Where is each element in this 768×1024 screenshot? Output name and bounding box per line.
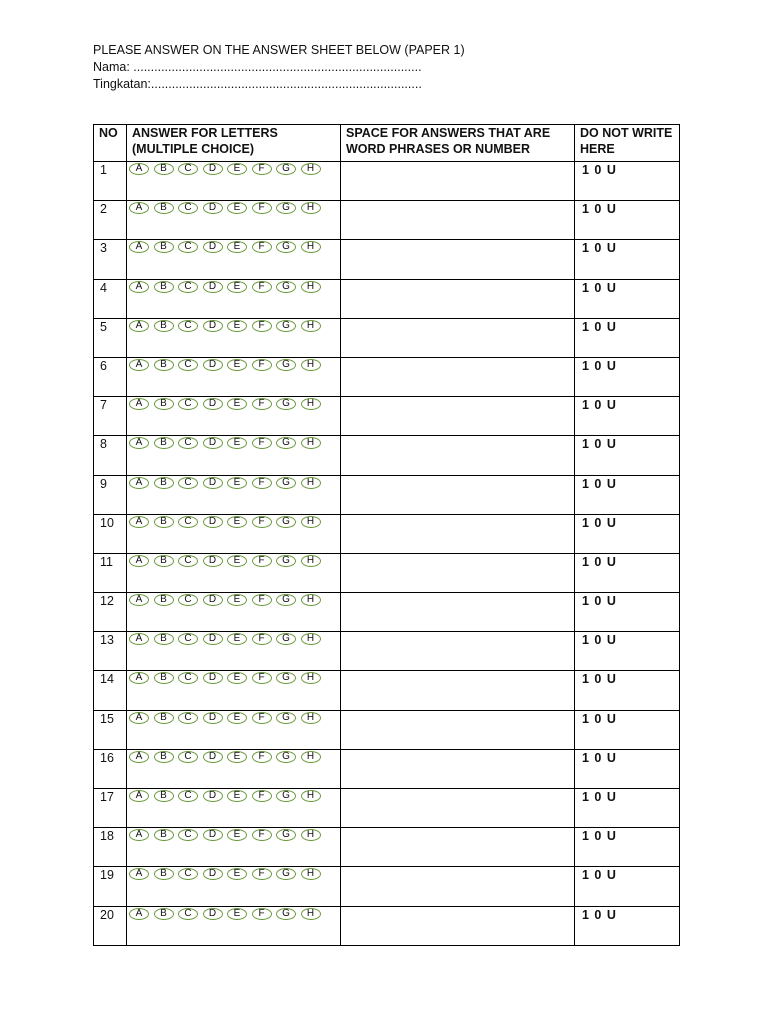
choice-bubble-f[interactable]: F bbox=[252, 908, 272, 920]
marking-code: 1 0 U bbox=[575, 436, 680, 475]
choice-bubble-g[interactable]: G bbox=[276, 437, 296, 449]
choice-bubble-h[interactable]: H bbox=[301, 398, 321, 410]
choice-bubble-b[interactable]: B bbox=[154, 829, 174, 841]
choice-bubble-e[interactable]: E bbox=[227, 516, 247, 528]
marking-code: 1 0 U bbox=[575, 867, 680, 906]
choice-bubble-e[interactable]: E bbox=[227, 908, 247, 920]
written-answer-cell[interactable] bbox=[341, 789, 575, 828]
choice-bubble-c[interactable]: C bbox=[178, 477, 198, 489]
choice-bubble-h[interactable]: H bbox=[301, 281, 321, 293]
written-answer-cell[interactable] bbox=[341, 749, 575, 788]
written-answer-cell[interactable] bbox=[341, 828, 575, 867]
choice-bubble-d[interactable]: D bbox=[203, 829, 223, 841]
choice-bubble-f[interactable]: F bbox=[252, 437, 272, 449]
choice-bubble-group bbox=[127, 750, 340, 763]
choice-bubble-a[interactable]: A bbox=[129, 555, 149, 567]
table-row bbox=[94, 397, 680, 436]
written-answer-cell[interactable] bbox=[341, 475, 575, 514]
choice-bubble-a[interactable]: A bbox=[129, 516, 149, 528]
choice-bubble-a[interactable]: A bbox=[129, 751, 149, 763]
nama-field[interactable]: Nama: ................................................................................... bbox=[93, 60, 422, 74]
choice-bubble-h[interactable]: H bbox=[301, 751, 321, 763]
sheet-header bbox=[93, 42, 465, 93]
choice-bubble-d[interactable]: D bbox=[203, 672, 223, 684]
choice-bubble-e[interactable]: E bbox=[227, 712, 247, 724]
choice-bubble-group bbox=[127, 907, 340, 920]
written-answer-cell[interactable] bbox=[341, 240, 575, 279]
choice-bubble-f[interactable]: F bbox=[252, 712, 272, 724]
choice-bubble-g[interactable]: G bbox=[276, 281, 296, 293]
multiple-choice-cell bbox=[127, 906, 341, 945]
choice-bubble-d[interactable]: D bbox=[203, 908, 223, 920]
question-number: 10 bbox=[94, 514, 127, 553]
choice-bubble-g[interactable]: G bbox=[276, 359, 296, 371]
choice-bubble-g[interactable]: G bbox=[276, 555, 296, 567]
choice-bubble-h[interactable]: H bbox=[301, 633, 321, 645]
written-answer-cell[interactable] bbox=[341, 906, 575, 945]
choice-bubble-f[interactable]: F bbox=[252, 790, 272, 802]
choice-bubble-h[interactable]: H bbox=[301, 712, 321, 724]
choice-bubble-h[interactable]: H bbox=[301, 908, 321, 920]
question-number: 2 bbox=[94, 201, 127, 240]
choice-bubble-a[interactable]: A bbox=[129, 202, 149, 214]
choice-bubble-c[interactable]: C bbox=[178, 281, 198, 293]
choice-bubble-a[interactable]: A bbox=[129, 281, 149, 293]
question-number: 17 bbox=[94, 789, 127, 828]
choice-bubble-g[interactable]: G bbox=[276, 868, 296, 880]
answer-table bbox=[93, 124, 680, 946]
multiple-choice-cell bbox=[127, 789, 341, 828]
choice-bubble-e[interactable]: E bbox=[227, 751, 247, 763]
choice-bubble-h[interactable]: H bbox=[301, 320, 321, 332]
written-answer-cell[interactable] bbox=[341, 867, 575, 906]
table-row bbox=[94, 514, 680, 553]
choice-bubble-e[interactable]: E bbox=[227, 672, 247, 684]
choice-bubble-d[interactable]: D bbox=[203, 555, 223, 567]
choice-bubble-a[interactable]: A bbox=[129, 790, 149, 802]
table-row bbox=[94, 671, 680, 710]
choice-bubble-b[interactable]: B bbox=[154, 712, 174, 724]
choice-bubble-h[interactable]: H bbox=[301, 163, 321, 175]
choice-bubble-b[interactable]: B bbox=[154, 594, 174, 606]
choice-bubble-d[interactable]: D bbox=[203, 868, 223, 880]
choice-bubble-group bbox=[127, 632, 340, 645]
written-answer-cell[interactable] bbox=[341, 397, 575, 436]
choice-bubble-group bbox=[127, 789, 340, 802]
question-number: 19 bbox=[94, 867, 127, 906]
written-answer-cell[interactable] bbox=[341, 436, 575, 475]
written-answer-cell[interactable] bbox=[341, 514, 575, 553]
choice-bubble-g[interactable]: G bbox=[276, 672, 296, 684]
tingkatan-field[interactable]: Tingkatan:.............................................................................. bbox=[93, 77, 422, 91]
question-number: 11 bbox=[94, 553, 127, 592]
written-answer-cell[interactable] bbox=[341, 279, 575, 318]
multiple-choice-cell bbox=[127, 710, 341, 749]
choice-bubble-group bbox=[127, 201, 340, 214]
choice-bubble-f[interactable]: F bbox=[252, 398, 272, 410]
sheet-title: PLEASE ANSWER ON THE ANSWER SHEET BELOW (PAPER 1) bbox=[93, 43, 465, 57]
choice-bubble-b[interactable]: B bbox=[154, 868, 174, 880]
multiple-choice-cell bbox=[127, 828, 341, 867]
choice-bubble-group bbox=[127, 240, 340, 253]
table-row bbox=[94, 632, 680, 671]
choice-bubble-g[interactable]: G bbox=[276, 712, 296, 724]
choice-bubble-e[interactable]: E bbox=[227, 868, 247, 880]
choice-bubble-h[interactable]: H bbox=[301, 241, 321, 253]
choice-bubble-a[interactable]: A bbox=[129, 477, 149, 489]
choice-bubble-b[interactable]: B bbox=[154, 908, 174, 920]
marking-code: 1 0 U bbox=[575, 671, 680, 710]
question-number: 4 bbox=[94, 279, 127, 318]
choice-bubble-f[interactable]: F bbox=[252, 594, 272, 606]
choice-bubble-b[interactable]: B bbox=[154, 790, 174, 802]
table-row bbox=[94, 710, 680, 749]
table-row bbox=[94, 749, 680, 788]
choice-bubble-c[interactable]: C bbox=[178, 868, 198, 880]
marking-code: 1 0 U bbox=[575, 749, 680, 788]
multiple-choice-cell bbox=[127, 357, 341, 396]
choice-bubble-g[interactable]: G bbox=[276, 829, 296, 841]
multiple-choice-cell bbox=[127, 514, 341, 553]
table-row bbox=[94, 201, 680, 240]
choice-bubble-d[interactable]: D bbox=[203, 477, 223, 489]
table-row bbox=[94, 279, 680, 318]
multiple-choice-cell bbox=[127, 671, 341, 710]
multiple-choice-cell bbox=[127, 162, 341, 201]
choice-bubble-c[interactable]: C bbox=[178, 437, 198, 449]
question-number: 15 bbox=[94, 710, 127, 749]
choice-bubble-e[interactable]: E bbox=[227, 359, 247, 371]
choice-bubble-c[interactable]: C bbox=[178, 712, 198, 724]
choice-bubble-group bbox=[127, 162, 340, 175]
choice-bubble-c[interactable]: C bbox=[178, 829, 198, 841]
choice-bubble-b[interactable]: B bbox=[154, 555, 174, 567]
marking-code: 1 0 U bbox=[575, 240, 680, 279]
choice-bubble-b[interactable]: B bbox=[154, 672, 174, 684]
choice-bubble-b[interactable]: B bbox=[154, 751, 174, 763]
multiple-choice-cell bbox=[127, 593, 341, 632]
choice-bubble-group bbox=[127, 828, 340, 841]
choice-bubble-h[interactable]: H bbox=[301, 359, 321, 371]
choice-bubble-f[interactable]: F bbox=[252, 477, 272, 489]
choice-bubble-d[interactable]: D bbox=[203, 437, 223, 449]
choice-bubble-d[interactable]: D bbox=[203, 712, 223, 724]
choice-bubble-h[interactable]: H bbox=[301, 829, 321, 841]
question-number: 6 bbox=[94, 357, 127, 396]
written-answer-cell[interactable] bbox=[341, 357, 575, 396]
choice-bubble-b[interactable]: B bbox=[154, 516, 174, 528]
question-number: 5 bbox=[94, 318, 127, 357]
marking-code: 1 0 U bbox=[575, 318, 680, 357]
table-row bbox=[94, 553, 680, 592]
choice-bubble-a[interactable]: A bbox=[129, 359, 149, 371]
choice-bubble-b[interactable]: B bbox=[154, 359, 174, 371]
choice-bubble-c[interactable]: C bbox=[178, 163, 198, 175]
marking-code: 1 0 U bbox=[575, 514, 680, 553]
answer-rows bbox=[94, 162, 680, 946]
table-row bbox=[94, 436, 680, 475]
choice-bubble-group bbox=[127, 319, 340, 332]
choice-bubble-f[interactable]: F bbox=[252, 320, 272, 332]
marking-code: 1 0 U bbox=[575, 397, 680, 436]
choice-bubble-e[interactable]: E bbox=[227, 633, 247, 645]
column-header-written-answer: SPACE FOR ANSWERS THAT ARE WORD PHRASES OR NUMBER bbox=[341, 125, 575, 162]
choice-bubble-c[interactable]: C bbox=[178, 320, 198, 332]
choice-bubble-c[interactable]: C bbox=[178, 672, 198, 684]
choice-bubble-group bbox=[127, 436, 340, 449]
choice-bubble-d[interactable]: D bbox=[203, 594, 223, 606]
written-answer-cell[interactable] bbox=[341, 162, 575, 201]
multiple-choice-cell bbox=[127, 475, 341, 514]
choice-bubble-g[interactable]: G bbox=[276, 202, 296, 214]
table-row bbox=[94, 475, 680, 514]
question-number: 13 bbox=[94, 632, 127, 671]
choice-bubble-f[interactable]: F bbox=[252, 241, 272, 253]
multiple-choice-cell bbox=[127, 867, 341, 906]
choice-bubble-g[interactable]: G bbox=[276, 516, 296, 528]
choice-bubble-d[interactable]: D bbox=[203, 202, 223, 214]
choice-bubble-group bbox=[127, 593, 340, 606]
marking-code: 1 0 U bbox=[575, 357, 680, 396]
multiple-choice-cell bbox=[127, 201, 341, 240]
choice-bubble-g[interactable]: G bbox=[276, 908, 296, 920]
choice-bubble-f[interactable]: F bbox=[252, 281, 272, 293]
choice-bubble-c[interactable]: C bbox=[178, 202, 198, 214]
question-number: 1 bbox=[94, 162, 127, 201]
choice-bubble-c[interactable]: C bbox=[178, 908, 198, 920]
choice-bubble-group bbox=[127, 554, 340, 567]
table-row bbox=[94, 828, 680, 867]
choice-bubble-f[interactable]: F bbox=[252, 359, 272, 371]
marking-code: 1 0 U bbox=[575, 828, 680, 867]
choice-bubble-h[interactable]: H bbox=[301, 790, 321, 802]
marking-code: 1 0 U bbox=[575, 593, 680, 632]
choice-bubble-e[interactable]: E bbox=[227, 320, 247, 332]
marking-code: 1 0 U bbox=[575, 789, 680, 828]
question-number: 7 bbox=[94, 397, 127, 436]
written-answer-cell[interactable] bbox=[341, 201, 575, 240]
question-number: 16 bbox=[94, 749, 127, 788]
marking-code: 1 0 U bbox=[575, 279, 680, 318]
table-row bbox=[94, 906, 680, 945]
marking-code: 1 0 U bbox=[575, 710, 680, 749]
choice-bubble-b[interactable]: B bbox=[154, 281, 174, 293]
choice-bubble-group bbox=[127, 515, 340, 528]
choice-bubble-f[interactable]: F bbox=[252, 633, 272, 645]
question-number: 8 bbox=[94, 436, 127, 475]
multiple-choice-cell bbox=[127, 240, 341, 279]
choice-bubble-f[interactable]: F bbox=[252, 555, 272, 567]
choice-bubble-c[interactable]: C bbox=[178, 790, 198, 802]
choice-bubble-h[interactable]: H bbox=[301, 868, 321, 880]
choice-bubble-a[interactable]: A bbox=[129, 594, 149, 606]
choice-bubble-e[interactable]: E bbox=[227, 477, 247, 489]
multiple-choice-cell bbox=[127, 553, 341, 592]
choice-bubble-b[interactable]: B bbox=[154, 320, 174, 332]
table-row bbox=[94, 357, 680, 396]
choice-bubble-b[interactable]: B bbox=[154, 398, 174, 410]
choice-bubble-group bbox=[127, 358, 340, 371]
choice-bubble-g[interactable]: G bbox=[276, 163, 296, 175]
choice-bubble-group bbox=[127, 867, 340, 880]
choice-bubble-f[interactable]: F bbox=[252, 516, 272, 528]
choice-bubble-d[interactable]: D bbox=[203, 790, 223, 802]
choice-bubble-group bbox=[127, 671, 340, 684]
choice-bubble-g[interactable]: G bbox=[276, 477, 296, 489]
multiple-choice-cell bbox=[127, 318, 341, 357]
multiple-choice-cell bbox=[127, 632, 341, 671]
choice-bubble-a[interactable]: A bbox=[129, 908, 149, 920]
choice-bubble-a[interactable]: A bbox=[129, 633, 149, 645]
choice-bubble-c[interactable]: C bbox=[178, 633, 198, 645]
choice-bubble-f[interactable]: F bbox=[252, 672, 272, 684]
marking-code: 1 0 U bbox=[575, 632, 680, 671]
choice-bubble-h[interactable]: H bbox=[301, 202, 321, 214]
choice-bubble-group bbox=[127, 397, 340, 410]
table-header-row bbox=[94, 125, 680, 162]
choice-bubble-a[interactable]: A bbox=[129, 868, 149, 880]
choice-bubble-g[interactable]: G bbox=[276, 241, 296, 253]
table-row bbox=[94, 593, 680, 632]
choice-bubble-g[interactable]: G bbox=[276, 790, 296, 802]
choice-bubble-e[interactable]: E bbox=[227, 241, 247, 253]
choice-bubble-d[interactable]: D bbox=[203, 320, 223, 332]
choice-bubble-a[interactable]: A bbox=[129, 829, 149, 841]
question-number: 3 bbox=[94, 240, 127, 279]
choice-bubble-g[interactable]: G bbox=[276, 398, 296, 410]
table-row bbox=[94, 789, 680, 828]
choice-bubble-c[interactable]: C bbox=[178, 241, 198, 253]
choice-bubble-d[interactable]: D bbox=[203, 516, 223, 528]
choice-bubble-d[interactable]: D bbox=[203, 359, 223, 371]
column-header-no: NO bbox=[94, 125, 127, 162]
written-answer-cell[interactable] bbox=[341, 593, 575, 632]
multiple-choice-cell bbox=[127, 397, 341, 436]
choice-bubble-b[interactable]: B bbox=[154, 633, 174, 645]
written-answer-cell[interactable] bbox=[341, 671, 575, 710]
choice-bubble-c[interactable]: C bbox=[178, 751, 198, 763]
choice-bubble-e[interactable]: E bbox=[227, 202, 247, 214]
marking-code: 1 0 U bbox=[575, 553, 680, 592]
choice-bubble-f[interactable]: F bbox=[252, 868, 272, 880]
choice-bubble-b[interactable]: B bbox=[154, 163, 174, 175]
choice-bubble-h[interactable]: H bbox=[301, 555, 321, 567]
choice-bubble-d[interactable]: D bbox=[203, 281, 223, 293]
question-number: 14 bbox=[94, 671, 127, 710]
choice-bubble-e[interactable]: E bbox=[227, 163, 247, 175]
choice-bubble-g[interactable]: G bbox=[276, 594, 296, 606]
choice-bubble-e[interactable]: E bbox=[227, 594, 247, 606]
choice-bubble-b[interactable]: B bbox=[154, 437, 174, 449]
column-header-multiple-choice: ANSWER FOR LETTERS (MULTIPLE CHOICE) bbox=[127, 125, 341, 162]
choice-bubble-e[interactable]: E bbox=[227, 437, 247, 449]
marking-code: 1 0 U bbox=[575, 162, 680, 201]
choice-bubble-e[interactable]: E bbox=[227, 829, 247, 841]
choice-bubble-h[interactable]: H bbox=[301, 477, 321, 489]
multiple-choice-cell bbox=[127, 436, 341, 475]
choice-bubble-h[interactable]: H bbox=[301, 516, 321, 528]
choice-bubble-e[interactable]: E bbox=[227, 790, 247, 802]
question-number: 9 bbox=[94, 475, 127, 514]
choice-bubble-a[interactable]: A bbox=[129, 712, 149, 724]
marking-code: 1 0 U bbox=[575, 201, 680, 240]
choice-bubble-c[interactable]: C bbox=[178, 594, 198, 606]
choice-bubble-g[interactable]: G bbox=[276, 633, 296, 645]
choice-bubble-d[interactable]: D bbox=[203, 633, 223, 645]
choice-bubble-b[interactable]: B bbox=[154, 241, 174, 253]
written-answer-cell[interactable] bbox=[341, 632, 575, 671]
question-number: 18 bbox=[94, 828, 127, 867]
choice-bubble-d[interactable]: D bbox=[203, 163, 223, 175]
table-row bbox=[94, 240, 680, 279]
choice-bubble-group bbox=[127, 711, 340, 724]
table-row bbox=[94, 318, 680, 357]
choice-bubble-a[interactable]: A bbox=[129, 398, 149, 410]
choice-bubble-d[interactable]: D bbox=[203, 241, 223, 253]
choice-bubble-g[interactable]: G bbox=[276, 751, 296, 763]
choice-bubble-e[interactable]: E bbox=[227, 281, 247, 293]
multiple-choice-cell bbox=[127, 749, 341, 788]
choice-bubble-g[interactable]: G bbox=[276, 320, 296, 332]
choice-bubble-d[interactable]: D bbox=[203, 398, 223, 410]
choice-bubble-group bbox=[127, 476, 340, 489]
choice-bubble-e[interactable]: E bbox=[227, 555, 247, 567]
choice-bubble-f[interactable]: F bbox=[252, 829, 272, 841]
choice-bubble-group bbox=[127, 280, 340, 293]
choice-bubble-c[interactable]: C bbox=[178, 359, 198, 371]
choice-bubble-f[interactable]: F bbox=[252, 163, 272, 175]
choice-bubble-f[interactable]: F bbox=[252, 202, 272, 214]
table-row bbox=[94, 867, 680, 906]
choice-bubble-c[interactable]: C bbox=[178, 516, 198, 528]
question-number: 12 bbox=[94, 593, 127, 632]
choice-bubble-f[interactable]: F bbox=[252, 751, 272, 763]
question-number: 20 bbox=[94, 906, 127, 945]
written-answer-cell[interactable] bbox=[341, 318, 575, 357]
table-row bbox=[94, 162, 680, 201]
marking-code: 1 0 U bbox=[575, 475, 680, 514]
choice-bubble-a[interactable]: A bbox=[129, 672, 149, 684]
choice-bubble-a[interactable]: A bbox=[129, 437, 149, 449]
choice-bubble-h[interactable]: H bbox=[301, 594, 321, 606]
written-answer-cell[interactable] bbox=[341, 710, 575, 749]
choice-bubble-c[interactable]: C bbox=[178, 398, 198, 410]
written-answer-cell[interactable] bbox=[341, 553, 575, 592]
choice-bubble-d[interactable]: D bbox=[203, 751, 223, 763]
choice-bubble-h[interactable]: H bbox=[301, 672, 321, 684]
multiple-choice-cell bbox=[127, 279, 341, 318]
choice-bubble-a[interactable]: A bbox=[129, 241, 149, 253]
choice-bubble-h[interactable]: H bbox=[301, 437, 321, 449]
choice-bubble-a[interactable]: A bbox=[129, 163, 149, 175]
column-header-do-not-write: DO NOT WRITE HERE bbox=[575, 125, 680, 162]
choice-bubble-c[interactable]: C bbox=[178, 555, 198, 567]
choice-bubble-b[interactable]: B bbox=[154, 202, 174, 214]
choice-bubble-e[interactable]: E bbox=[227, 398, 247, 410]
choice-bubble-a[interactable]: A bbox=[129, 320, 149, 332]
marking-code: 1 0 U bbox=[575, 906, 680, 945]
choice-bubble-b[interactable]: B bbox=[154, 477, 174, 489]
